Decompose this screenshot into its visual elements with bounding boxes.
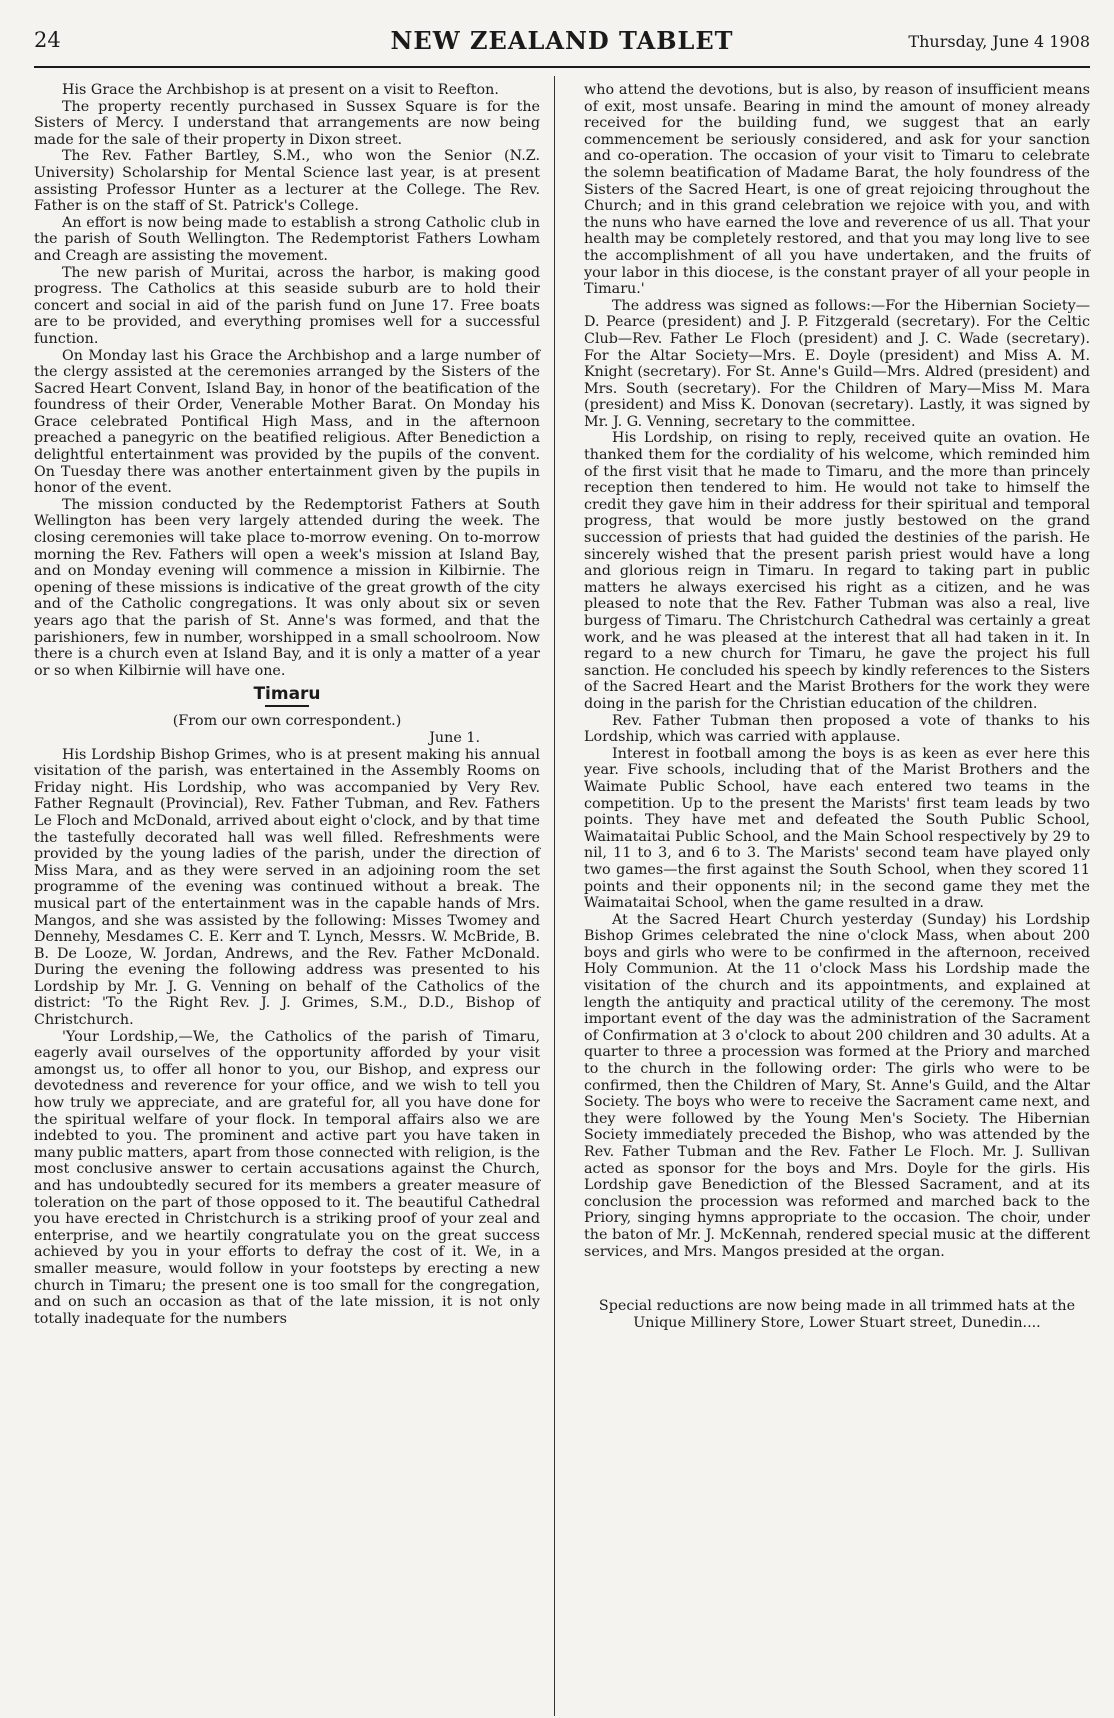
- paragraph: 'Your Lordship,—We, the Catholics of the parish of Timaru, eagerly avail ourselves of the opportunity afforded by your visit amongst us, to offer all honor to you, our Bishop, and express our devotedness and reverence for your office, and we wish to tell you how truly we appreciate, and are grateful for, all you have done for the spiritual welfare of your flock. In temporal affairs also we are indebted to you. The prominent and active part you have taken in many public matters, apart from those connected with religion, is the most conclusive answer to certain accusations against the Church, and has undoubtedly secured for its members a greater measure of toleration on the part of those opposed to it. The beautiful Cathedral you have erected in Christchurch is a striking proof of your zeal and enterprise, and we heartily congratulate you on the great success achieved by you in your efforts to defray the cost of it. We, in a smaller measure, would follow in your footsteps by erecting a new church in Timaru; the present one is too small for the congregation, and on such an occasion as that of the late mission, it is not only totally inadequate for the numbers: [34, 1028, 540, 1327]
- left-column: [34, 82, 540, 1331]
- paragraph: His Lordship Bishop Grimes, who is at present making his annual visitation of the parish, was entertained in the Assembly Rooms on Friday night. His Lordship, who was accompanied by Very Rev. Father Regnault (Provincial), Rev. Father Tubman, and Rev. Fathers Le Floch and McDonald, arrived about eight o'clock, and by that time the tastefully decorated hall was well filled. Refreshments were provided by the young ladies of the parish, under the direction of Miss Mara, and as they were served in an adjoining room the set programme of the evening was continued without a break. The musical part of the entertainment was in the capable hands of Mrs. Mangos, and she was assisted by the following: Misses Twomey and Dennehy, Mesdames C. E. Kerr and T. Lynch, Messrs. W. McBride, B. B. De Looze, W. Jordan, Andrews, and the Rev. Father McDonald. During the evening the following address was presented to his Lordship by Mr. J. G. Venning on behalf of the Catholics of the district: 'To the Right Rev. J. J. Grimes, S.M., D.D., Bishop of Christchurch.: [34, 746, 540, 1029]
- paragraph: The new parish of Muritai, across the harbor, is making good progress. The Catholics at this seaside suburb are to hold their concert and social in aid of the parish fund on June 17. Free boats are to be provided, and everything promises well for a successful function.: [34, 264, 540, 347]
- article-columns: [34, 82, 1090, 1331]
- section-heading-timaru: Timaru: [253, 684, 321, 705]
- dateline: June 1.: [429, 729, 480, 746]
- column-divider: [554, 76, 555, 1716]
- paragraph: The Rev. Father Bartley, S.M., who won the Senior (N.Z. University) Scholarship for Mental Science last year, is at present assisting Professor Hunter as a lecturer at the College. The Rev. Father is on the staff of St. Patrick's College.: [34, 148, 540, 215]
- heading-rule: [265, 705, 309, 707]
- page-number: 24: [34, 28, 61, 52]
- paragraph: His Grace the Archbishop is at present on a visit to Reefton.: [62, 82, 499, 98]
- correspondent-byline: (From our own correspondent.): [172, 713, 402, 730]
- paragraph: On Monday last his Grace the Archbishop and a large number of the clergy assisted at the ceremonies arranged by the Sisters of the Sacred Heart Convent, Island Bay, in honor of the beatification of the foundress of their Order, Venerable Mother Barat. On Monday his Grace celebrated Pontifical High Mass, and in the afternoon preached a panegyric on the beatified religious. After Benediction a delightful entertainment was provided by the pupils of the convent. On Tuesday there was another entertainment given by the pupils in honor of the event.: [34, 347, 540, 497]
- paragraph: Rev. Father Tubman then proposed a vote of thanks to his Lordship, which was carried with applause.: [584, 712, 1090, 746]
- paragraph: An effort is now being made to establish a strong Catholic club in the parish of South Wellington. The Redemptorist Fathers Lowham and Creagh are assisting the movement.: [34, 214, 540, 264]
- millinery-advert: Special reductions are now being made in all trimmed hats at the Unique Millinery Store, Lower Stuart street, Dunedin....: [598, 1298, 1076, 1331]
- paragraph: The property recently purchased in Sussex Square is for the Sisters of Mercy. I understand that arrangements are now being made for the sale of their property in Dixon street.: [34, 98, 540, 148]
- paragraph: who attend the devotions, but is also, by reason of insufficient means of exit, most unsafe. Bearing in mind the amount of money already received for the building fund, we suggest that an early commencement be seriously considered, and ask for your sanction and co-operation. The occasion of your visit to Timaru to celebrate the solemn beatification of Madame Barat, the holy foundress of the Sisters of the Sacred Heart, is one of great rejoicing throughout the Church; and in this grand celebration we rejoice with you, and with the nuns who have earned the love and reverence of us all. That your health may be completely restored, and that you may long live to see the accomplishment of all you have undertaken, and the fruits of your labor in this diocese, is the constant prayer of all your people in Timaru.': [584, 82, 1090, 298]
- publication-title: NEW ZEALAND TABLET: [390, 26, 734, 55]
- paragraph: At the Sacred Heart Church yesterday (Sunday) his Lordship Bishop Grimes celebrated the nine o'clock Mass, when about 200 boys and girls who were to be confirmed in the afternoon, received Holy Communion. At the 11 o'clock Mass his Lordship made the visitation of the church and its appointments, and explained at length the antiquity and practical utility of the ceremony. The most important event of the day was the administration of the Sacrament of Confirmation at 3 o'clock to about 200 children and 30 adults. At a quarter to three a procession was formed at the Priory and marched to the church in the following order: The girls who were to be confirmed, then the Children of Mary, St. Anne's Guild, and the Altar Society. The boys who were to receive the Sacrament came next, and they were followed by the Young Men's Society. The Hibernian Society immediately preceded the Bishop, who was attended by the Rev. Father Tubman and the Rev. Father Le Floch. Mr. J. Sullivan acted as sponsor for the boys and Mrs. Doyle for the girls. His Lordship gave Benediction of the Blessed Sacrament, and at its conclusion the procession was reformed and marched back to the Priory, singing hymns appropriate to the occasion. The choir, under the baton of Mr. J. McKennah, rendered special music at the different services, and Mrs. Mangos presided at the organ.: [584, 911, 1090, 1260]
- paragraph: The address was signed as follows:—For the Hibernian Society—D. Pearce (president) and J. P. Fitzgerald (secretary). For the Celtic Club—Rev. Father Le Floch (president) and J. C. Wade (secretary). For the Altar Society—Mrs. E. Doyle (president) and Miss A. M. Knight (secretary). For St. Anne's Guild—Mrs. Aldred (president) and Mrs. South (secretary). For the Children of Mary—Miss M. Mara (president) and Miss K. Donovan (secretary). Lastly, it was signed by Mr. J. G. Venning, secretary to the committee.: [584, 297, 1090, 430]
- paragraph: The mission conducted by the Redemptorist Fathers at South Wellington has been very largely attended during the week. The closing ceremonies will take place to-morrow evening. On to-morrow morning the Rev. Fathers will open a week's mission at Island Bay, and on Monday evening will commence a mission in Kilbirnie. The opening of these missions is indicative of the great growth of the city and of the Catholic congregations. It was only about six or seven years ago that the parish of St. Anne's was formed, and that the parishioners, few in number, worshipped in a small schoolroom. Now there is a church even at Island Bay, and it is only a matter of a year or so when Kilbirnie will have one.: [34, 496, 540, 679]
- issue-date: Thursday, June 4 1908: [908, 32, 1090, 51]
- right-column: [584, 82, 1090, 1331]
- paragraph: His Lordship, on rising to reply, received quite an ovation. He thanked them for the cordiality of his welcome, which reminded him of the first visit that he made to Timaru, and the more than princely reception then tendered to him. He would not take to himself the credit they gave him in their address for their spiritual and temporal progress, that would be more justly bestowed on the grand succession of priests that had guided the destinies of the parish. He sincerely wished that the present parish priest would have a long and glorious reign in Timaru. In regard to taking part in public matters he always exercised his right as a citizen, and he was pleased to note that the Rev. Father Tubman was also a real, live burgess of Timaru. The Christchurch Cathedral was certainly a great work, and he was pleased at the interest that all had taken in it. In regard to a new church for Timaru, he gave the project his full sanction. He concluded his speech by kindly references to the Sisters of the Sacred Heart and the Marist Brothers for the work they were doing in the parish for the Christian education of the children.: [584, 430, 1090, 712]
- paragraph: Interest in football among the boys is as keen as ever here this year. Five schools, including that of the Marist Brothers and the Waimate Public School, have each entered two teams in the competition. Up to the present the Marists' first team leads by two points. They have met and defeated the South Public School, Waimataitai Public School, and the Main School respectively by 29 to nil, 11 to 3, and 6 to 3. The Marists' second team have played only two games—the first against the South School, when they scored 11 points and their opponents nil; in the second game they met the Waimataitai School, when the game resulted in a draw.: [584, 745, 1090, 912]
- masthead: [34, 26, 1090, 68]
